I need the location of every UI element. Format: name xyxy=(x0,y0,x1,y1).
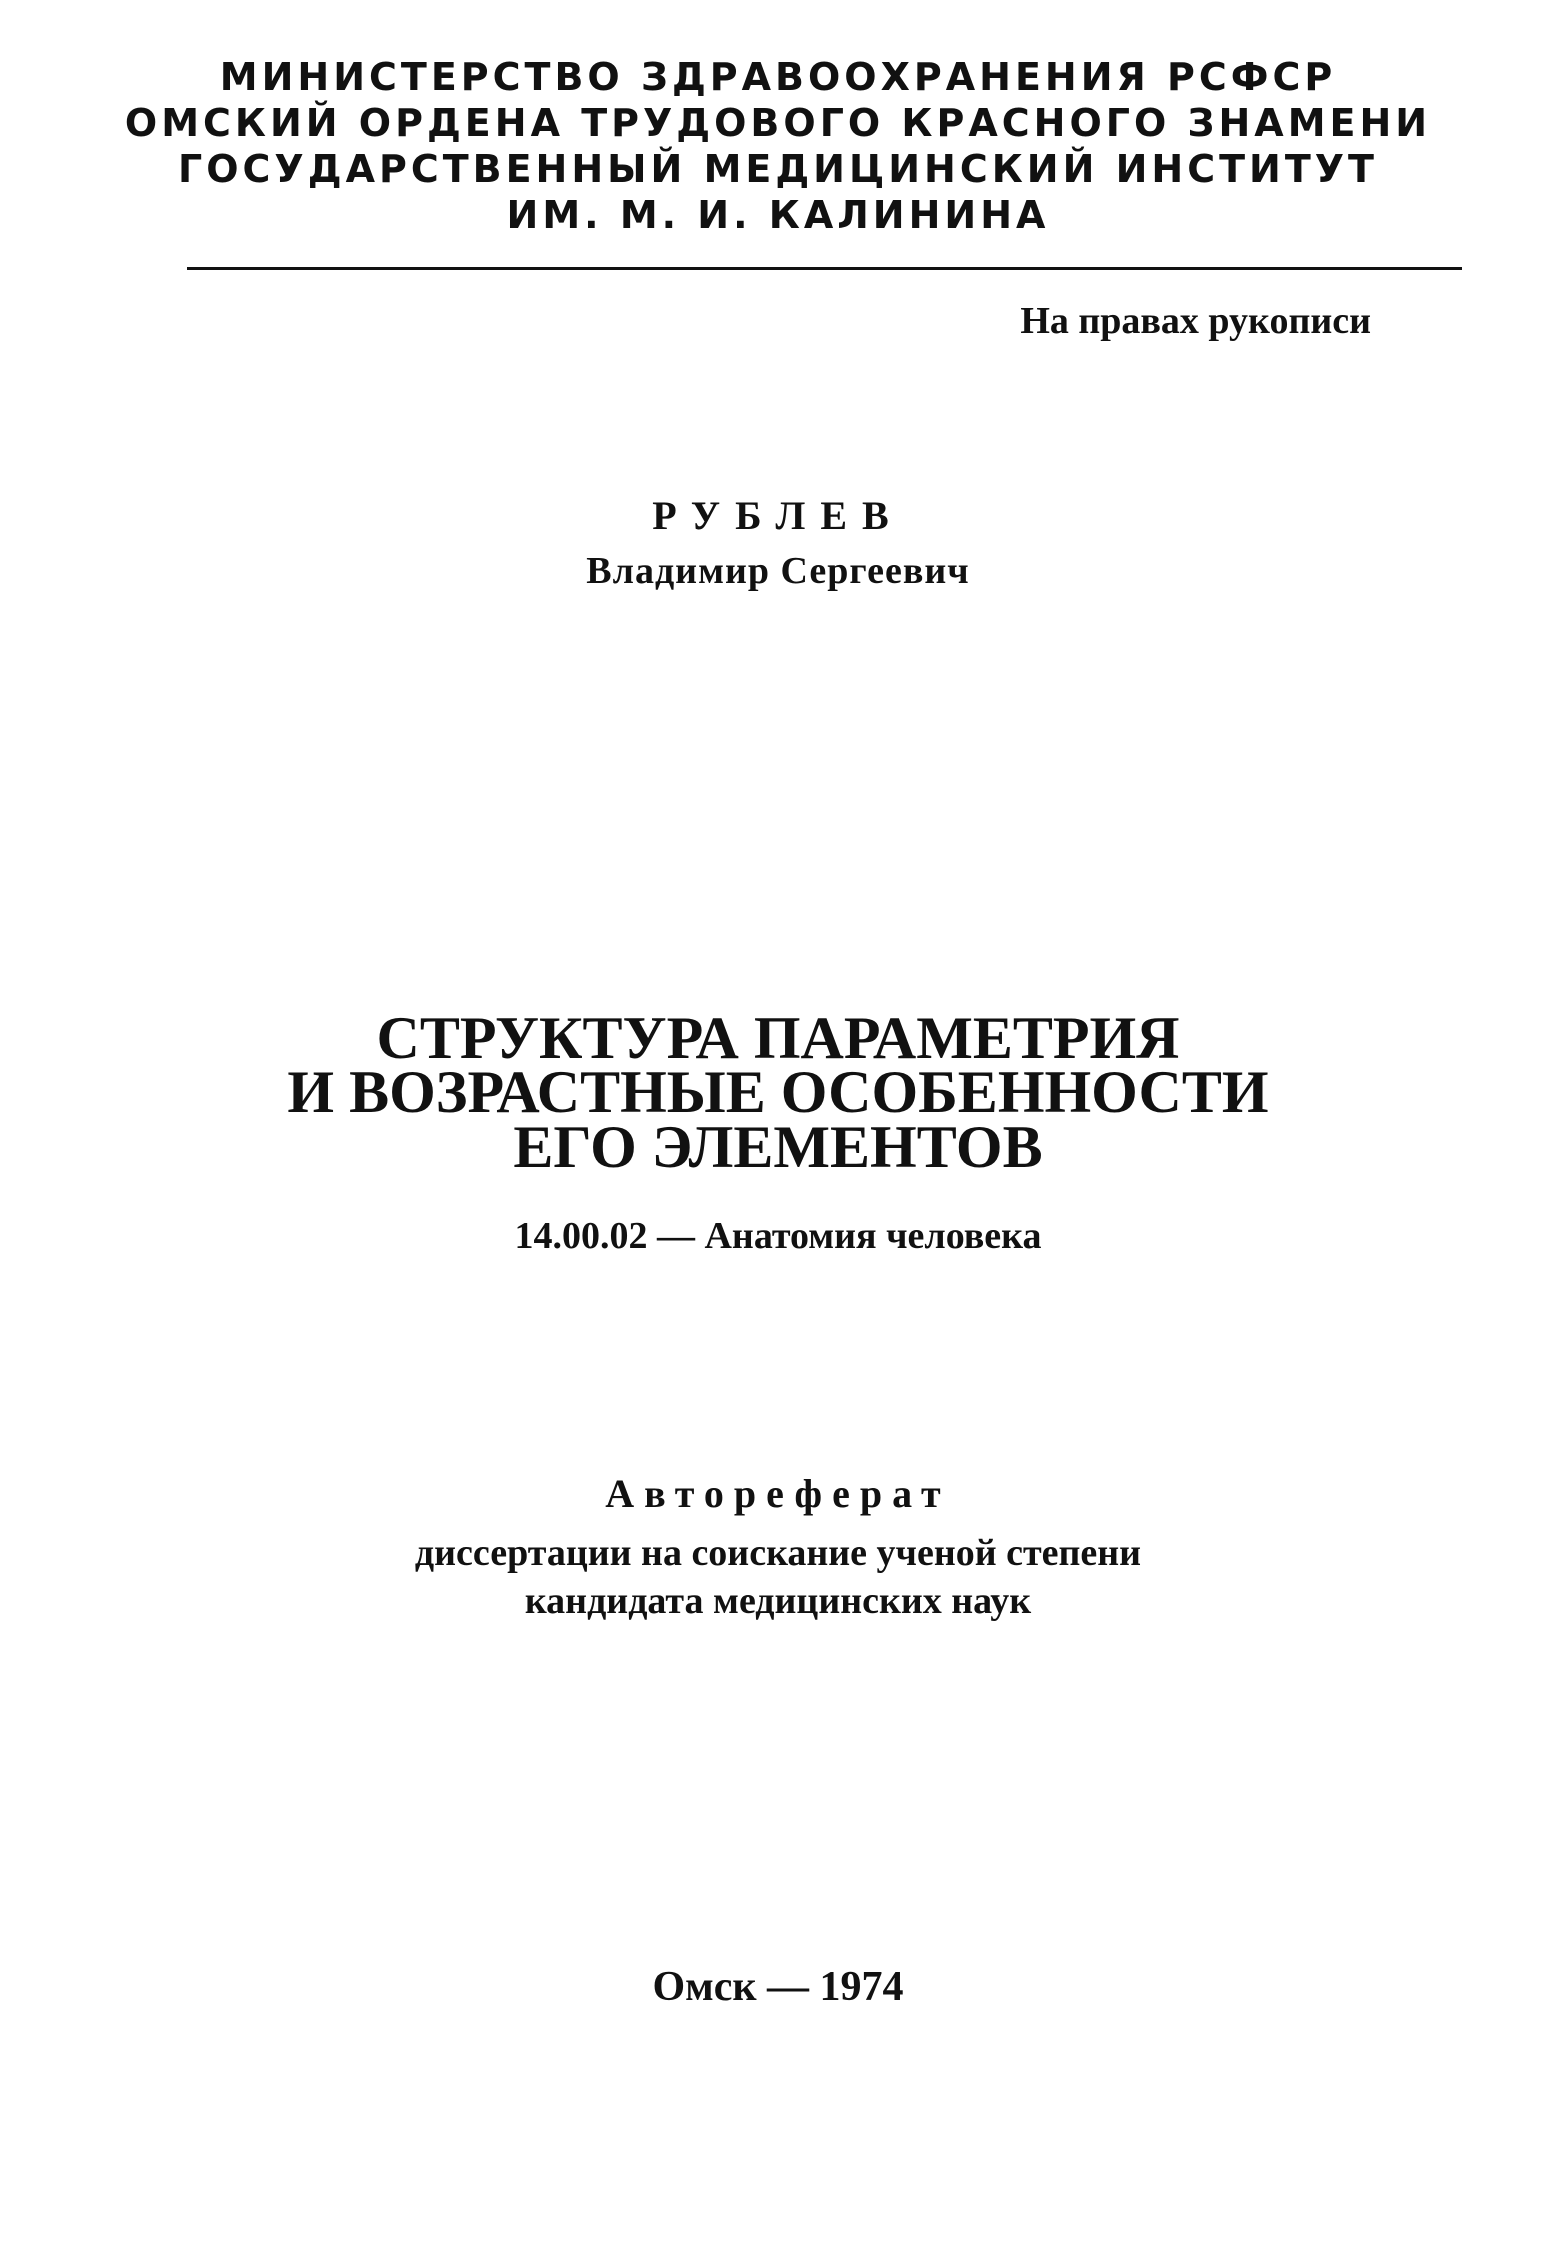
specialty: 14.00.02 — Анатомия человека xyxy=(514,1215,1042,1257)
author-given-names: Владимир Сергеевич xyxy=(586,550,970,592)
institute-line-1: ОМСКИЙ ОРДЕНА ТРУДОВОГО КРАСНОГО ЗНАМЕНИ xyxy=(124,101,1432,145)
abstract-line-1: диссертации на соискание ученой степени xyxy=(414,1532,1142,1574)
ministry-line: МИНИСТЕРСТВО ЗДРАВООХРАНЕНИЯ РСФСР xyxy=(219,55,1337,99)
title-line-3: ЕГО ЭЛЕМЕНТОВ xyxy=(513,1114,1043,1180)
abstract-line-2: кандидата медицинских наук xyxy=(524,1580,1032,1622)
title-line-2: И ВОЗРАСТНЫЕ ОСОБЕННОСТИ xyxy=(287,1059,1269,1125)
institute-line-3: ИМ. М. И. КАЛИНИНА xyxy=(506,193,1050,237)
manuscript-note: На правах рукописи xyxy=(1020,300,1371,342)
abstract-label: Автореферат xyxy=(605,1471,951,1516)
author-surname: РУБЛЕВ xyxy=(652,493,904,538)
city-year: Омск — 1974 xyxy=(652,1964,904,2010)
title-line-1: СТРУКТУРА ПАРАМЕТРИЯ xyxy=(376,1005,1180,1071)
institute-line-2: ГОСУДАРСТВЕННЫЙ МЕДИЦИНСКИЙ ИНСТИТУТ xyxy=(178,147,1378,191)
header-divider xyxy=(187,267,1462,270)
